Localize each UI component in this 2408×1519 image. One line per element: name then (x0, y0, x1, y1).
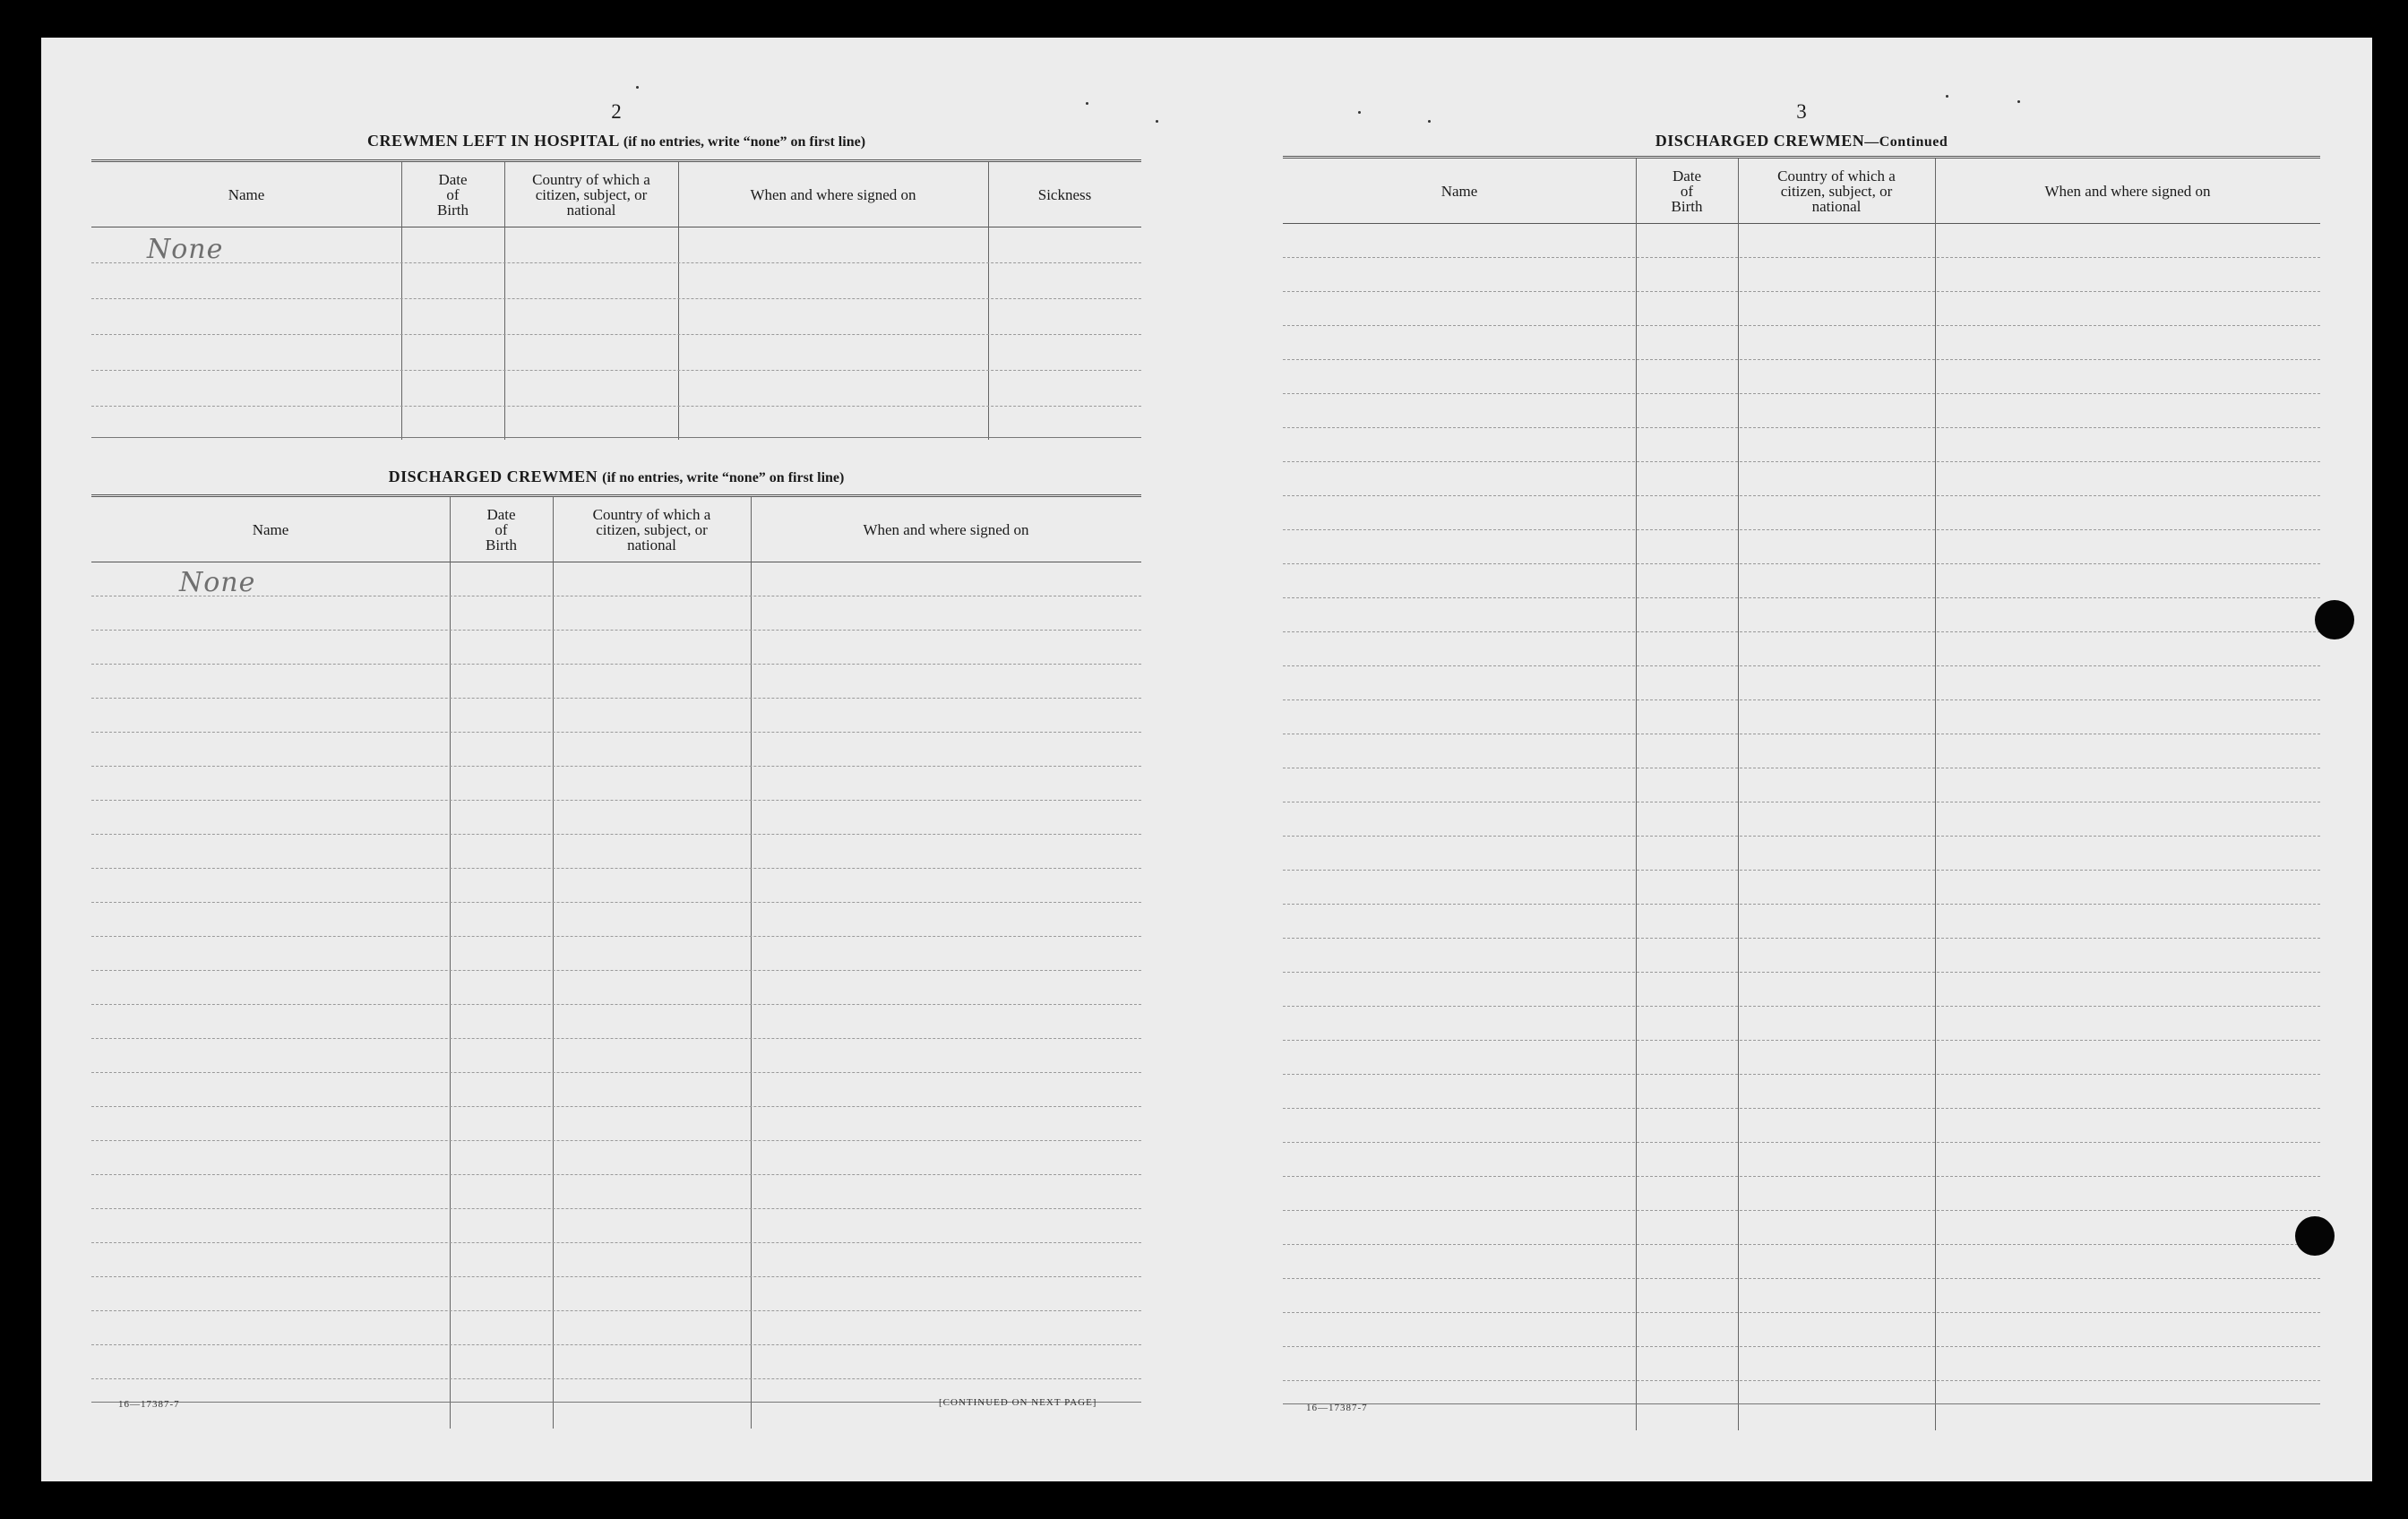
ruled-line (1283, 665, 2320, 666)
header-label: Country of which a (592, 505, 711, 523)
sickness-column-header (988, 162, 1141, 227)
header-label: Country of which a (1777, 167, 1896, 185)
ruled-line (91, 868, 1141, 869)
right-page (1283, 38, 2320, 1481)
ruled-line (91, 1106, 1141, 1107)
handwritten-entry: None (179, 567, 256, 598)
scan-speck (1358, 111, 1361, 114)
page-number: 3 (1796, 100, 1807, 123)
header-label: Birth (1671, 197, 1703, 215)
ledger-header (91, 497, 1141, 562)
header-label: When and where signed on (863, 520, 1029, 538)
ruled-line (91, 698, 1141, 699)
form-code: 16—17387-7 (118, 1399, 180, 1410)
ruled-line (1283, 938, 2320, 939)
form-code: 16—17387-7 (1306, 1403, 1368, 1413)
signed-on-column-header (751, 497, 1141, 562)
header-label: Sickness (1037, 185, 1092, 203)
country-column-header (553, 497, 751, 562)
ruled-line (1283, 257, 2320, 258)
header-label: citizen, subject, or (596, 520, 708, 538)
header-label: Name (228, 185, 265, 203)
header-label: Birth (437, 201, 469, 219)
header-label: Birth (486, 536, 517, 554)
scan-speck (1156, 120, 1158, 123)
ruled-line (1283, 904, 2320, 905)
dob-column-header (1636, 159, 1738, 223)
ruled-line (1283, 325, 2320, 326)
ruled-line (91, 1208, 1141, 1209)
discharged-section-title (91, 468, 1141, 486)
ruled-line (1283, 1176, 2320, 1177)
ruled-line (1283, 597, 2320, 598)
section-instruction: (if no entries, write “none” on first line) (623, 134, 866, 150)
ruled-line (1283, 1312, 2320, 1313)
ruled-line (91, 630, 1141, 631)
ruled-line (91, 1344, 1141, 1345)
section-suffix: —Continued (1864, 134, 1948, 150)
dob-column-header (450, 497, 553, 562)
header-label: Date (486, 505, 516, 523)
ruled-line (1283, 529, 2320, 530)
continued-note: [CONTINUED ON NEXT PAGE] (939, 1397, 1097, 1408)
ruled-line (91, 664, 1141, 665)
scan-speck (1428, 120, 1431, 123)
ruled-line (91, 936, 1141, 937)
scan-speck (1946, 95, 1948, 98)
header-label: Name (252, 520, 289, 538)
ruled-line (91, 834, 1141, 835)
ruled-line (91, 732, 1141, 733)
header-label: Country of which a (532, 170, 650, 188)
ruled-line (91, 1140, 1141, 1141)
header-label: When and where signed on (750, 185, 916, 203)
ruled-line (1283, 291, 2320, 292)
dob-column-header (401, 162, 504, 227)
header-label: of (1680, 182, 1694, 200)
ruled-line (1283, 1108, 2320, 1109)
name-column-header (1283, 159, 1636, 223)
ruled-line (1283, 1142, 2320, 1143)
ruled-line (91, 1242, 1141, 1243)
discharged-continued-title (1283, 132, 2320, 150)
ruled-line (91, 1310, 1141, 1311)
ruled-line (1283, 699, 2320, 700)
section-heading: DISCHARGED CREWMEN (388, 468, 598, 485)
ledger-header (91, 162, 1141, 227)
header-label: When and where signed on (2044, 182, 2211, 200)
ruled-line (1283, 1278, 2320, 1279)
header-label: citizen, subject, or (1780, 182, 1893, 200)
ruled-line (1283, 1210, 2320, 1211)
discharged-ledger (91, 494, 1141, 1429)
ruled-line (1283, 1380, 2320, 1381)
section-heading: CREWMEN LEFT IN HOSPITAL (366, 132, 619, 150)
ruled-line (1283, 427, 2320, 428)
ledger-header (1283, 159, 2320, 224)
ruled-line (1283, 1040, 2320, 1041)
header-label: citizen, subject, or (535, 185, 648, 203)
signed-on-column-header (1935, 159, 2320, 223)
hospital-ledger (91, 159, 1141, 440)
ruled-line (1283, 359, 2320, 360)
header-label: Date (1672, 167, 1702, 185)
header-label: national (566, 201, 616, 219)
ruled-line (1283, 563, 2320, 564)
name-column-header (91, 162, 401, 227)
scan-speck (2017, 100, 2020, 103)
signed-on-column-header (678, 162, 988, 227)
discharged-continued-ledger (1283, 156, 2320, 1430)
page-number: 2 (611, 100, 622, 123)
ruled-line (91, 970, 1141, 971)
ruled-line (91, 1174, 1141, 1175)
header-label: national (1811, 197, 1862, 215)
ruled-line (91, 1038, 1141, 1039)
ruled-line (1283, 870, 2320, 871)
ruled-line (1283, 461, 2320, 462)
name-column-header (91, 497, 450, 562)
header-label: national (627, 536, 676, 554)
ruled-line (1283, 1074, 2320, 1075)
document-sheet (41, 38, 2372, 1481)
header-label: of (446, 185, 460, 203)
scan-speck (1086, 102, 1088, 105)
country-column-header (1738, 159, 1935, 223)
country-column-header (504, 162, 678, 227)
section-instruction: (if no entries, write “none” on first line) (602, 470, 845, 485)
ruled-line (1283, 972, 2320, 973)
header-label: Name (1440, 182, 1478, 200)
ruled-line (91, 1276, 1141, 1277)
ruled-line (1283, 495, 2320, 496)
ruled-line (1283, 1244, 2320, 1245)
punch-hole (2315, 600, 2354, 639)
ruled-line (91, 1004, 1141, 1005)
ruled-line (91, 1378, 1141, 1379)
hospital-section-title (91, 132, 1141, 150)
ledger-bottom-rule (1283, 1403, 2320, 1404)
ruled-line (91, 766, 1141, 767)
ruled-line (91, 1072, 1141, 1073)
scan-speck (636, 86, 639, 89)
handwritten-entry: None (147, 234, 224, 265)
header-label: of (494, 520, 508, 538)
ruled-line (1283, 393, 2320, 394)
section-heading: DISCHARGED CREWMEN (1655, 132, 1865, 150)
ruled-line (1283, 631, 2320, 632)
left-page (91, 38, 1141, 1481)
header-label: Date (438, 170, 468, 188)
ruled-line (1283, 1346, 2320, 1347)
ruled-line (91, 800, 1141, 801)
ruled-line (1283, 1006, 2320, 1007)
punch-hole (2295, 1216, 2335, 1256)
ruled-line (91, 902, 1141, 903)
ruled-line (1283, 836, 2320, 837)
